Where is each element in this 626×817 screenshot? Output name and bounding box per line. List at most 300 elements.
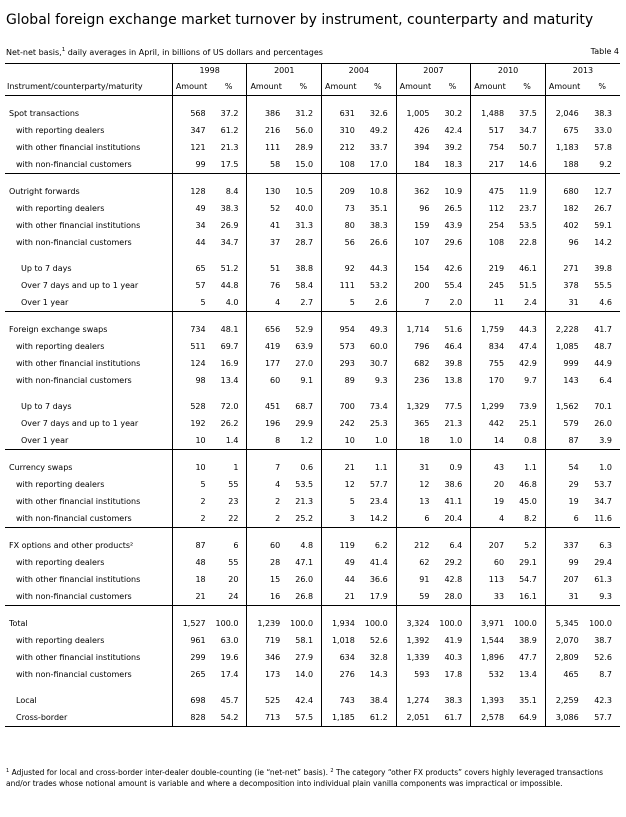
percent-cell: 55 (228, 480, 239, 489)
percent-cell: 25.3 (369, 419, 388, 428)
spacer-cell (583, 683, 620, 692)
spacer-cell (583, 450, 620, 460)
amount-header: Amount (471, 79, 508, 96)
spacer-cell (396, 683, 433, 692)
percent-cell: 10.9 (444, 187, 463, 196)
subtitle-text-rest: daily averages in April, in billions of US dollars and percentages (65, 48, 323, 57)
amount-cell: 719 (247, 632, 284, 649)
amount-cell: 112 (471, 200, 508, 217)
percent-cell: 42.4 (295, 696, 314, 705)
spacer-cell (359, 96, 396, 106)
amount-cell: 57 (172, 277, 209, 294)
percent-cell: 41.7 (594, 325, 612, 334)
spacer-cell (322, 312, 359, 322)
amount-cell: 1,934 (322, 615, 359, 632)
percent-cell: 40.3 (444, 653, 463, 662)
percent-cell: 9.2 (583, 156, 620, 174)
amount-header: Amount (545, 79, 582, 96)
row-label: with non-financial customers (16, 238, 132, 247)
spacer-cell (433, 606, 470, 616)
spacer-cell (359, 528, 396, 538)
amount-cell: 196 (247, 415, 284, 432)
spacer-row (5, 251, 620, 260)
spacer-cell (172, 606, 209, 616)
amount-cell: 5 (172, 294, 209, 312)
amount-cell: 107 (396, 234, 433, 251)
amount-cell: 631 (322, 105, 359, 122)
percent-cell: 21.3 (444, 419, 463, 428)
spacer-cell (396, 251, 433, 260)
amount-cell: 346 (247, 649, 284, 666)
percent-cell: 52.6 (594, 653, 612, 662)
amount-cell: 3,971 (471, 615, 508, 632)
amount-cell: 16 (247, 588, 284, 606)
amount-cell: 1,714 (396, 321, 433, 338)
percent-cell: 25.2 (284, 510, 321, 528)
spacer-cell (396, 312, 433, 322)
amount-cell: 60 (247, 537, 284, 554)
amount-cell: 19 (471, 493, 508, 510)
percent-cell: 47.7 (519, 653, 537, 662)
amount-cell: 182 (545, 200, 582, 217)
spacer-cell (508, 389, 545, 398)
percent-cell: 1.0 (599, 463, 612, 472)
spacer-cell (284, 606, 321, 616)
amount-cell: 1,339 (396, 649, 433, 666)
percent-cell: 54.7 (519, 575, 537, 584)
amount-cell: 98 (172, 372, 209, 389)
percent-cell: 55 (228, 558, 239, 567)
percent-cell: 14.2 (594, 238, 612, 247)
amount-cell: 31 (545, 588, 582, 606)
amount-cell: 200 (396, 277, 433, 294)
percent-header: % (284, 79, 321, 96)
amount-cell: 111 (247, 139, 284, 156)
spacer-cell (433, 96, 470, 106)
amount-cell: 19 (545, 493, 582, 510)
amount-cell: 44 (172, 234, 209, 251)
percent-cell: 51.6 (444, 325, 463, 334)
percent-cell: 48.1 (220, 325, 239, 334)
table-row (5, 398, 620, 415)
percent-cell: 60.0 (369, 342, 388, 351)
footnote (6, 766, 618, 789)
amount-cell: 212 (396, 537, 433, 554)
spacer-cell (5, 251, 172, 260)
percent-cell: 17.8 (444, 670, 463, 679)
amount-cell: 99 (545, 554, 582, 571)
amount-cell: 1,299 (471, 398, 508, 415)
spacer-cell (359, 606, 396, 616)
spacer-cell (471, 450, 508, 460)
spacer-cell (471, 174, 508, 184)
amount-cell: 2,578 (471, 709, 508, 727)
page-title: Global foreign exchange market turnover by instrument, counterparty and maturity (6, 12, 594, 28)
amount-cell: 4 (247, 476, 284, 493)
percent-cell: 26.5 (444, 204, 463, 213)
percent-cell: 64.9 (508, 709, 545, 727)
percent-cell: 41.9 (444, 636, 463, 645)
amount-cell: 426 (396, 122, 433, 139)
amount-cell: 219 (471, 260, 508, 277)
amount-header: Amount (172, 79, 209, 96)
percent-cell: 58.1 (295, 636, 314, 645)
amount-cell: 124 (172, 355, 209, 372)
amount-cell: 108 (322, 156, 359, 174)
amount-cell: 62 (396, 554, 433, 571)
amount-cell: 73 (322, 200, 359, 217)
spacer-cell (247, 174, 284, 184)
percent-cell: 52.9 (295, 325, 314, 334)
spacer-cell (508, 174, 545, 184)
percent-cell: 38.3 (594, 109, 612, 118)
spacer-cell (210, 251, 247, 260)
spacer-cell (172, 251, 209, 260)
amount-cell: 207 (545, 571, 582, 588)
spacer-cell (247, 450, 284, 460)
spacer-cell (508, 450, 545, 460)
amount-cell: 754 (471, 139, 508, 156)
amount-cell: 568 (172, 105, 209, 122)
spacer-cell (471, 389, 508, 398)
amount-cell: 20 (471, 476, 508, 493)
spacer-cell (172, 312, 209, 322)
percent-cell: 13.4 (220, 376, 239, 385)
percent-cell: 26.9 (220, 221, 239, 230)
spacer-cell (247, 389, 284, 398)
amount-cell: 209 (322, 183, 359, 200)
percent-cell: 28.0 (433, 588, 470, 606)
amount-cell: 34 (172, 217, 209, 234)
percent-cell: 23 (228, 497, 239, 506)
amount-cell: 21 (322, 459, 359, 476)
amount-cell: 242 (322, 415, 359, 432)
amount-cell: 1,274 (396, 692, 433, 709)
amount-cell: 111 (322, 277, 359, 294)
amount-cell: 5,345 (545, 615, 582, 632)
percent-cell: 9.3 (374, 376, 388, 385)
row-label: Local (16, 696, 37, 705)
percent-cell: 20 (228, 575, 239, 584)
percent-cell: 38.3 (220, 204, 239, 213)
percent-cell: 29.2 (444, 558, 463, 567)
amount-cell: 2 (247, 510, 284, 528)
percent-cell: 61.2 (359, 709, 396, 727)
spacer-cell (210, 174, 247, 184)
percent-cell: 31.2 (295, 109, 314, 118)
amount-cell: 656 (247, 321, 284, 338)
year-header: 2001 (247, 63, 322, 79)
spacer-cell (359, 312, 396, 322)
percent-cell: 17.0 (359, 156, 396, 174)
spacer-cell (433, 528, 470, 538)
spacer-cell (433, 389, 470, 398)
amount-cell: 1,329 (396, 398, 433, 415)
amount-cell: 119 (322, 537, 359, 554)
percent-cell: 36.6 (369, 575, 388, 584)
spacer-cell (5, 683, 172, 692)
amount-cell: 2,046 (545, 105, 582, 122)
amount-cell: 10 (172, 432, 209, 450)
amount-cell: 236 (396, 372, 433, 389)
amount-cell: 28 (247, 554, 284, 571)
percent-cell: 50.7 (519, 143, 537, 152)
row-label: Over 1 year (5, 294, 172, 312)
percent-header: % (508, 79, 545, 96)
amount-cell: 60 (247, 372, 284, 389)
table-row (5, 632, 620, 649)
amount-cell: 451 (247, 398, 284, 415)
amount-cell: 217 (471, 156, 508, 174)
percent-cell: 14.2 (359, 510, 396, 528)
percent-cell: 23.7 (519, 204, 537, 213)
percent-cell: 33.7 (369, 143, 388, 152)
amount-header: Amount (396, 79, 433, 96)
amount-cell: 31 (396, 459, 433, 476)
spacer-cell (359, 389, 396, 398)
amount-cell: 44 (322, 571, 359, 588)
table-row (5, 355, 620, 372)
row-label: Up to 7 days (21, 402, 72, 411)
spacer-cell (471, 96, 508, 106)
percent-cell: 17.9 (359, 588, 396, 606)
amount-cell: 49 (172, 200, 209, 217)
amount-cell: 7 (247, 459, 284, 476)
row-label: with other financial institutions (16, 653, 141, 662)
percent-cell: 1 (233, 463, 239, 472)
amount-cell: 1,005 (396, 105, 433, 122)
spacer-cell (322, 528, 359, 538)
percent-cell: 34.7 (519, 126, 537, 135)
turnover-table (5, 63, 620, 727)
table-row (5, 260, 620, 277)
amount-cell: 89 (322, 372, 359, 389)
spacer-cell (396, 96, 433, 106)
row-label: with non-financial customers (5, 510, 172, 528)
row-label: with non-financial customers (5, 156, 172, 174)
percent-cell: 21.3 (220, 143, 239, 152)
row-label: with other financial institutions (16, 359, 141, 368)
percent-cell: 1.4 (210, 432, 247, 450)
percent-cell: 6.4 (449, 541, 463, 550)
percent-cell: 72.0 (220, 402, 239, 411)
spacer-cell (210, 389, 247, 398)
amount-cell: 299 (172, 649, 209, 666)
amount-cell: 734 (172, 321, 209, 338)
percent-cell: 20.4 (433, 510, 470, 528)
percent-cell: 47.1 (295, 558, 314, 567)
subtitle-footnote-ref: 1 (61, 47, 66, 53)
amount-cell: 143 (545, 372, 582, 389)
percent-cell: 55.5 (594, 281, 612, 290)
percent-cell: 0.8 (508, 432, 545, 450)
percent-cell: 55.4 (444, 281, 463, 290)
percent-cell: 100.0 (589, 619, 612, 628)
percent-cell: 22 (210, 510, 247, 528)
spacer-cell (471, 312, 508, 322)
percent-cell: 52.6 (369, 636, 388, 645)
table-row (5, 234, 620, 251)
spacer-cell (322, 251, 359, 260)
spacer-cell (172, 96, 209, 106)
percent-cell: 61.3 (594, 575, 612, 584)
percent-cell: 32.6 (369, 109, 388, 118)
header-years-row (5, 63, 620, 79)
amount-cell: 276 (322, 666, 359, 683)
amount-cell: 528 (172, 398, 209, 415)
percent-cell: 29.6 (444, 238, 463, 247)
percent-cell: 28.7 (295, 238, 314, 247)
percent-cell: 4.8 (300, 541, 314, 550)
amount-cell: 465 (545, 666, 582, 683)
table-row (5, 692, 620, 709)
percent-cell: 38.6 (444, 480, 463, 489)
row-label: with reporting dealers (16, 636, 105, 645)
amount-cell: 92 (322, 260, 359, 277)
amount-cell: 48 (172, 554, 209, 571)
percent-cell: 42.4 (444, 126, 463, 135)
amount-cell: 3,086 (545, 709, 582, 727)
percent-cell: 53.7 (594, 480, 612, 489)
spacer-row (5, 312, 620, 322)
spacer-cell (172, 389, 209, 398)
percent-cell: 54.2 (210, 709, 247, 727)
row-label: with other financial institutions (16, 143, 141, 152)
spacer-cell (545, 389, 582, 398)
percent-cell: 22.8 (519, 238, 537, 247)
percent-cell: 57.7 (369, 480, 388, 489)
percent-cell: 4.0 (210, 294, 247, 312)
table-row (5, 666, 620, 683)
amount-cell: 2,259 (545, 692, 582, 709)
amount-cell: 87 (545, 432, 582, 450)
table-row (5, 537, 620, 554)
amount-cell: 96 (545, 234, 582, 251)
row-label: Foreign exchange swaps (9, 325, 108, 334)
amount-cell: 954 (322, 321, 359, 338)
amount-cell: 170 (471, 372, 508, 389)
percent-cell: 57.5 (284, 709, 321, 727)
table-row (5, 510, 620, 528)
amount-cell: 10 (172, 459, 209, 476)
amount-cell: 337 (545, 537, 582, 554)
percent-cell: 100.0 (439, 619, 463, 628)
amount-cell: 573 (322, 338, 359, 355)
table-row (5, 432, 620, 450)
amount-cell: 999 (545, 355, 582, 372)
spacer-cell (396, 528, 433, 538)
row-label: with other financial institutions (16, 497, 141, 506)
amount-cell: 7 (396, 294, 433, 312)
row-label: with non-financial customers (5, 588, 172, 606)
spacer-cell (545, 312, 582, 322)
spacer-cell (322, 606, 359, 616)
percent-cell: 35.1 (369, 204, 388, 213)
spacer-cell (247, 251, 284, 260)
percent-cell: 2.7 (284, 294, 321, 312)
percent-cell: 47.4 (519, 342, 537, 351)
spacer-cell (359, 251, 396, 260)
spacer-cell (284, 450, 321, 460)
percent-header: % (210, 79, 247, 96)
percent-cell: 53.2 (369, 281, 388, 290)
amount-cell: 4 (471, 510, 508, 528)
year-header: 2007 (396, 63, 471, 79)
percent-cell: 8.2 (508, 510, 545, 528)
percent-cell: 46.8 (519, 480, 537, 489)
amount-cell: 6 (396, 510, 433, 528)
percent-cell: 100.0 (215, 619, 239, 628)
percent-cell: 31.3 (295, 221, 314, 230)
amount-cell: 59 (396, 588, 433, 606)
percent-cell: 56.0 (295, 126, 314, 135)
amount-cell: 216 (247, 122, 284, 139)
percent-cell: 48.7 (594, 342, 612, 351)
percent-cell: 42.8 (444, 575, 463, 584)
row-label: with reporting dealers (16, 126, 105, 135)
percent-cell: 51.2 (220, 264, 239, 273)
row-label: Over 7 days and up to 1 year (21, 281, 139, 290)
amount-cell: 173 (247, 666, 284, 683)
percent-cell: 39.2 (444, 143, 463, 152)
percent-cell: 53.5 (295, 480, 314, 489)
table-row (5, 156, 620, 174)
amount-cell: 130 (247, 183, 284, 200)
percent-cell: 11.9 (519, 187, 537, 196)
percent-cell: 40.0 (295, 204, 314, 213)
amount-cell: 2,070 (545, 632, 582, 649)
spacer-cell (210, 312, 247, 322)
amount-cell: 41 (247, 217, 284, 234)
spacer-cell (433, 450, 470, 460)
row-label: with reporting dealers (16, 480, 105, 489)
amount-cell: 56 (322, 234, 359, 251)
row-label: Cross-border (5, 709, 172, 727)
amount-cell: 796 (396, 338, 433, 355)
amount-cell: 60 (471, 554, 508, 571)
percent-header: % (359, 79, 396, 96)
percent-cell: 16.1 (508, 588, 545, 606)
spacer-cell (471, 606, 508, 616)
percent-cell: 69.7 (220, 342, 239, 351)
spacer-cell (583, 389, 620, 398)
percent-header: % (433, 79, 470, 96)
percent-cell: 28.9 (295, 143, 314, 152)
amount-cell: 99 (172, 156, 209, 174)
spacer-cell (247, 312, 284, 322)
table-row (5, 649, 620, 666)
percent-cell: 11.6 (583, 510, 620, 528)
amount-cell: 192 (172, 415, 209, 432)
amount-cell: 12 (396, 476, 433, 493)
percent-cell: 19.6 (220, 653, 239, 662)
percent-cell: 44.3 (369, 264, 388, 273)
percent-cell: 39.8 (594, 264, 612, 273)
table-row (5, 493, 620, 510)
amount-cell: 6 (545, 510, 582, 528)
spacer-cell (508, 312, 545, 322)
amount-cell: 1,562 (545, 398, 582, 415)
amount-cell: 128 (172, 183, 209, 200)
amount-cell: 37 (247, 234, 284, 251)
amount-cell: 52 (247, 200, 284, 217)
row-label: with reporting dealers (16, 342, 105, 351)
amount-cell: 475 (471, 183, 508, 200)
table-row (5, 571, 620, 588)
amount-cell: 682 (396, 355, 433, 372)
percent-cell: 41.4 (369, 558, 388, 567)
percent-cell: 9.7 (524, 376, 537, 385)
